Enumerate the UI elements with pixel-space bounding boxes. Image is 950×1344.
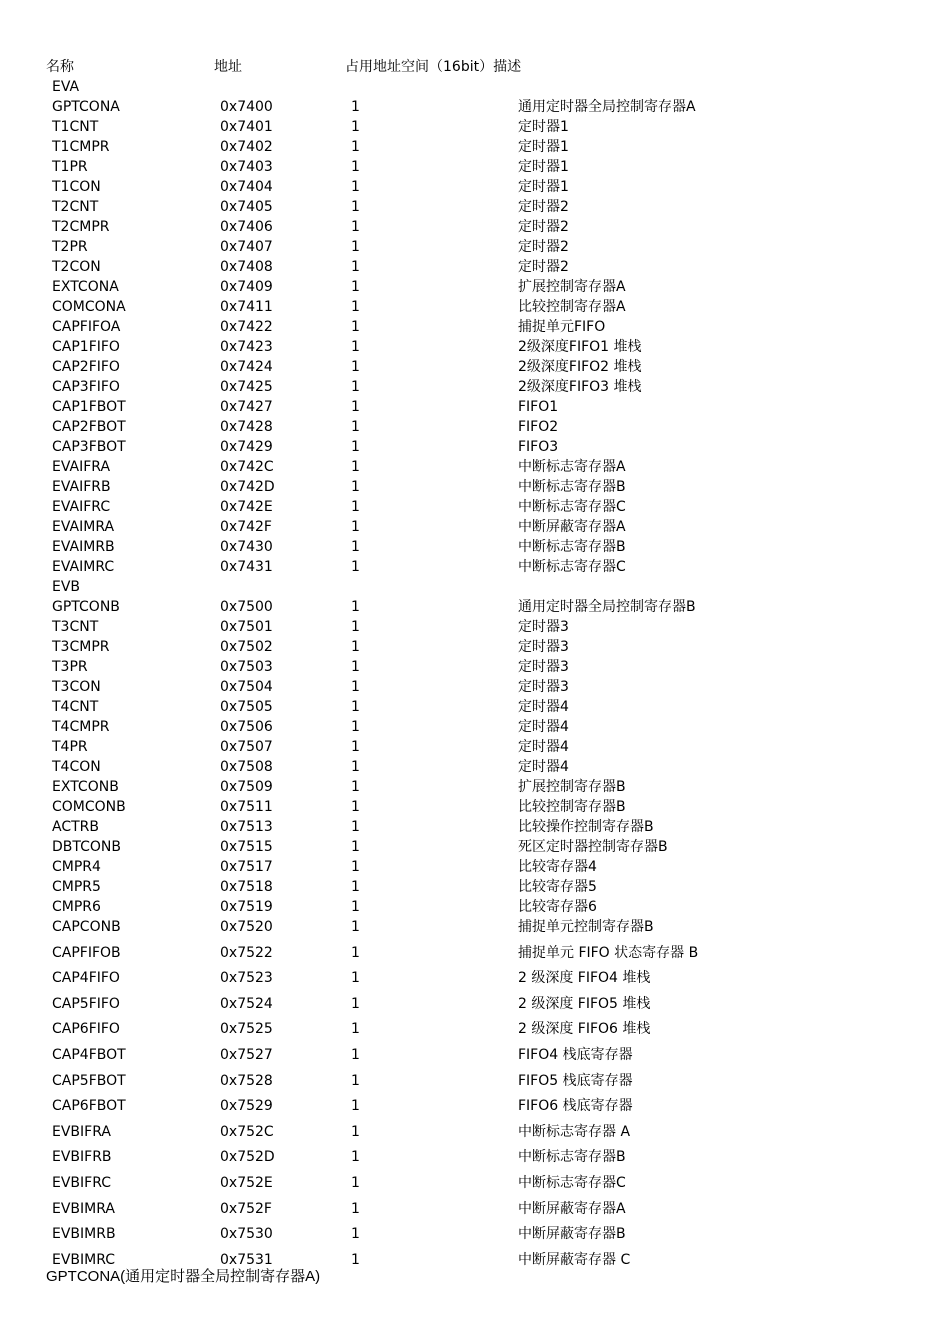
table-row [0,437,950,457]
register-address: 0x7422 [220,319,273,335]
table-row [0,877,950,897]
register-space: 1 [351,659,360,675]
register-address: 0x7406 [220,219,273,235]
register-address: 0x7518 [220,879,273,895]
register-name: COMCONA [52,299,126,315]
table-row [0,457,950,477]
register-description: 定时器1 [518,179,569,195]
table-row [0,257,950,277]
register-space: 1 [351,719,360,735]
register-address: 0x7513 [220,819,273,835]
register-description: 死区定时器控制寄存器B [518,839,668,855]
register-name: EVAIMRA [52,519,115,535]
register-space: 1 [351,199,360,215]
register-description: FIFO3 [518,439,559,455]
register-address: 0x752E [220,1175,273,1191]
register-name: CAPCONB [52,919,121,935]
register-space: 1 [351,944,360,961]
register-space: 1 [351,359,360,375]
register-address: 0x7401 [220,119,273,135]
register-name: T2CON [52,259,101,275]
table-row [0,357,950,377]
register-description: 定时器2 [518,239,569,255]
table-row [0,317,950,337]
table-row [0,297,950,317]
table-row [0,377,950,397]
register-address: 0x7509 [220,779,273,795]
table-row [0,817,950,837]
table-row [0,337,950,357]
register-name: CAP6FBOT [52,1098,126,1115]
register-name: T1CMPR [52,139,110,155]
register-address: 0x7503 [220,659,273,675]
section-label: EVB [52,579,81,595]
register-space: 1 [351,739,360,755]
register-name: CAP1FBOT [52,399,126,415]
register-name: T1CON [52,179,101,195]
register-description: 定时器3 [518,639,569,655]
register-description: 比较控制寄存器A [518,299,626,315]
register-description: 定时器4 [518,719,569,735]
table-row [0,1096,950,1116]
register-space: 1 [351,879,360,895]
register-space: 1 [351,399,360,415]
register-name: DBTCONB [52,839,121,855]
register-description: 定时器4 [518,759,569,775]
table-row [0,417,950,437]
register-description: 中断屏蔽寄存器B [518,1226,626,1243]
table-row [0,717,950,737]
table-row [0,497,950,517]
header-space-description: 占用地址空间（16bit）描述 [345,59,522,75]
table-row [0,657,950,677]
table-row [0,968,950,988]
table-row [0,597,950,617]
table-row [0,477,950,497]
register-name: CAP4FIFO [52,970,120,987]
register-name: T4CMPR [52,719,110,735]
register-description: 2级深度FIFO3 堆栈 [518,379,642,395]
register-space: 1 [351,499,360,515]
register-address: 0x7511 [220,799,273,815]
register-space: 1 [351,619,360,635]
register-space: 1 [351,419,360,435]
register-description: 定时器4 [518,739,569,755]
register-space: 1 [351,839,360,855]
table-row [0,197,950,217]
register-name: CAP2FIFO [52,359,120,375]
register-space: 1 [351,539,360,555]
header-address: 地址 [214,59,242,75]
register-description: 中断标志寄存器C [518,499,626,515]
table-row [0,537,950,557]
table-row [0,217,950,237]
register-description: FIFO6 栈底寄存器 [518,1098,633,1115]
register-description: 中断标志寄存器A [518,459,626,475]
register-description: 2 级深度 FIFO6 堆栈 [518,1021,651,1038]
register-address: 0x7517 [220,859,273,875]
register-space: 1 [351,99,360,115]
table-row [0,994,950,1014]
register-space: 1 [351,479,360,495]
register-address: 0x752C [220,1123,274,1140]
register-description: 定时器1 [518,119,569,135]
register-name: T2CMPR [52,219,110,235]
register-address: 0x7407 [220,239,273,255]
section-label: EVA [52,79,80,95]
register-name: CAP5FBOT [52,1072,126,1089]
register-description: 中断屏蔽寄存器 C [518,1251,631,1268]
register-description: 定时器4 [518,699,569,715]
register-name: CAP4FBOT [52,1047,126,1063]
register-description: 2 级深度 FIFO5 堆栈 [518,995,651,1012]
table-row [0,97,950,117]
table-row [0,1045,950,1065]
register-name: CAP6FIFO [52,1021,120,1038]
register-address: 0x7403 [220,159,273,175]
register-description: 比较控制寄存器B [518,799,626,815]
table-row [0,1019,950,1039]
register-name: CAP3FIFO [52,379,120,395]
register-address: 0x7428 [220,419,273,435]
register-description: 中断标志寄存器B [518,1149,626,1166]
register-space: 1 [351,599,360,615]
register-address: 0x7519 [220,899,273,915]
table-row [0,757,950,777]
register-name: EVAIMRC [52,559,115,575]
table-row [0,1199,950,1219]
table-row [0,837,950,857]
table-row [0,517,950,537]
footer-caption: GPTCONA(通用定时器全局控制寄存器A) [46,1268,321,1285]
register-address: 0x742F [220,519,272,535]
table-row [0,943,950,963]
register-address: 0x7508 [220,759,273,775]
register-name: EVBIFRB [52,1149,112,1166]
register-name: EVBIFRA [52,1123,111,1140]
register-space: 1 [351,519,360,535]
header-name: 名称 [46,59,74,75]
register-space: 1 [351,119,360,135]
register-space: 1 [351,299,360,315]
register-name: CAP5FIFO [52,995,120,1012]
register-address: 0x7409 [220,279,273,295]
register-description: FIFO4 栈底寄存器 [518,1047,633,1063]
register-address: 0x7408 [220,259,273,275]
register-space: 1 [351,319,360,335]
register-space: 1 [351,995,360,1012]
register-description: 捕捉单元FIFO [518,319,606,335]
register-space: 1 [351,279,360,295]
register-name: EVBIMRA [52,1200,115,1217]
register-name: T2CNT [52,199,99,215]
register-space: 1 [351,179,360,195]
register-name: CAP2FBOT [52,419,126,435]
table-row [0,677,950,697]
table-row [0,277,950,297]
table-row [0,117,950,137]
register-address: 0x7505 [220,699,273,715]
register-name: EVAIFRB [52,479,111,495]
register-name: T3CNT [52,619,99,635]
table-row [0,137,950,157]
register-space: 1 [351,819,360,835]
register-name: CMPR6 [52,899,101,915]
register-name: EVBIFRC [52,1175,112,1191]
table-row [0,397,950,417]
register-description: 比较寄存器6 [518,899,597,915]
register-name: EXTCONA [52,279,119,295]
register-name: CMPR4 [52,859,101,875]
register-description: 定时器2 [518,199,569,215]
register-description: 扩展控制寄存器B [518,779,626,795]
register-space: 1 [351,559,360,575]
register-address: 0x7431 [220,559,273,575]
register-address: 0x742C [220,459,274,475]
register-name: EVBIMRB [52,1226,116,1243]
register-description: 定时器3 [518,679,569,695]
register-address: 0x7400 [220,99,273,115]
register-space: 1 [351,639,360,655]
register-space: 1 [351,970,360,987]
register-address: 0x7529 [220,1098,273,1115]
register-address: 0x7423 [220,339,273,355]
register-description: FIFO1 [518,399,559,415]
register-address: 0x7525 [220,1021,273,1038]
register-address: 0x7507 [220,739,273,755]
table-row [0,737,950,757]
register-description: 捕捉单元控制寄存器B [518,919,654,935]
table-row [0,1147,950,1167]
register-address: 0x7524 [220,995,273,1012]
table-row [0,157,950,177]
register-name: T1CNT [52,119,99,135]
register-name: T1PR [52,159,88,175]
register-name: T4CNT [52,699,99,715]
register-description: 通用定时器全局控制寄存器A [518,99,696,115]
register-description: 定时器2 [518,259,569,275]
register-address: 0x7500 [220,599,273,615]
register-name: EVAIFRA [52,459,111,475]
register-space: 1 [351,799,360,815]
register-space: 1 [351,1021,360,1038]
register-address: 0x7404 [220,179,273,195]
register-description: 比较寄存器5 [518,879,597,895]
table-row [0,177,950,197]
register-space: 1 [351,759,360,775]
register-address: 0x7501 [220,619,273,635]
table-row [0,1122,950,1142]
register-description: 中断屏蔽寄存器A [518,519,626,535]
register-description: FIFO2 [518,419,559,435]
table-row [0,697,950,717]
register-description: 2级深度FIFO2 堆栈 [518,359,642,375]
register-description: 中断标志寄存器B [518,539,626,555]
register-name: GPTCONB [52,599,120,615]
register-address: 0x7530 [220,1226,273,1243]
register-description: 定时器1 [518,159,569,175]
register-address: 0x7427 [220,399,273,415]
register-address: 0x7402 [220,139,273,155]
register-name: COMCONB [52,799,126,815]
register-description: 比较操作控制寄存器B [518,819,654,835]
register-space: 1 [351,379,360,395]
register-address: 0x752F [220,1200,272,1217]
register-space: 1 [351,919,360,935]
register-address: 0x7425 [220,379,273,395]
register-address: 0x752D [220,1149,275,1166]
register-space: 1 [351,259,360,275]
register-space: 1 [351,159,360,175]
register-description: 扩展控制寄存器A [518,279,626,295]
table-header [0,57,950,77]
register-space: 1 [351,339,360,355]
register-space: 1 [351,1098,360,1115]
register-name: EVAIMRB [52,539,115,555]
register-space: 1 [351,1175,360,1191]
register-name: ACTRB [52,819,99,835]
register-description: 中断标志寄存器 A [518,1123,631,1140]
table-row [0,237,950,257]
register-address: 0x7523 [220,970,273,987]
table-row [0,617,950,637]
register-name: EVAIFRC [52,499,111,515]
register-name: T2PR [52,239,88,255]
register-name: CAPFIFOB [52,944,121,961]
register-description: 捕捉单元 FIFO 状态寄存器 B [518,944,699,961]
register-name: CAPFIFOA [52,319,121,335]
register-name: T4CON [52,759,101,775]
register-address: 0x7528 [220,1072,273,1089]
register-space: 1 [351,1226,360,1243]
register-address: 0x7522 [220,944,273,961]
register-address: 0x7520 [220,919,273,935]
register-address: 0x7405 [220,199,273,215]
register-description: 定时器3 [518,659,569,675]
table-row [0,857,950,877]
register-address: 0x7502 [220,639,273,655]
register-description: 中断标志寄存器C [518,1175,626,1191]
register-space: 1 [351,1149,360,1166]
register-space: 1 [351,779,360,795]
register-name: T3CMPR [52,639,110,655]
register-address: 0x7429 [220,439,273,455]
register-name: T3PR [52,659,88,675]
register-description: 定时器3 [518,619,569,635]
register-description: 定时器1 [518,139,569,155]
register-space: 1 [351,239,360,255]
table-row [0,1173,950,1193]
register-name: EXTCONB [52,779,119,795]
register-description: 中断标志寄存器B [518,479,626,495]
register-space: 1 [351,859,360,875]
register-name: CAP3FBOT [52,439,126,455]
register-space: 1 [351,899,360,915]
register-space: 1 [351,679,360,695]
register-address: 0x742D [220,479,275,495]
table-row [0,917,950,937]
table-row [0,777,950,797]
register-address: 0x7424 [220,359,273,375]
register-description: 2 级深度 FIFO4 堆栈 [518,970,651,987]
register-space: 1 [351,459,360,475]
register-name: CMPR5 [52,879,101,895]
register-space: 1 [351,439,360,455]
register-space: 1 [351,1251,360,1268]
register-space: 1 [351,1123,360,1140]
register-name: EVBIMRC [52,1251,116,1268]
register-space: 1 [351,139,360,155]
register-name: CAP1FIFO [52,339,120,355]
register-address: 0x7527 [220,1047,273,1063]
register-space: 1 [351,699,360,715]
register-name: T4PR [52,739,88,755]
register-address: 0x7504 [220,679,273,695]
register-address: 0x7515 [220,839,273,855]
table-row [0,897,950,917]
register-description: 通用定时器全局控制寄存器B [518,599,696,615]
register-description: 中断标志寄存器C [518,559,626,575]
register-description: FIFO5 栈底寄存器 [518,1072,633,1089]
register-address: 0x7531 [220,1251,273,1268]
register-description: 定时器2 [518,219,569,235]
register-description: 中断屏蔽寄存器A [518,1200,626,1217]
register-address: 0x7506 [220,719,273,735]
table-row [0,797,950,817]
register-name: GPTCONA [52,99,120,115]
register-address: 0x742E [220,499,273,515]
table-row [0,637,950,657]
register-address: 0x7430 [220,539,273,555]
table-row [0,1224,950,1244]
register-space: 1 [351,219,360,235]
register-address: 0x7411 [220,299,273,315]
register-space: 1 [351,1047,360,1063]
register-space: 1 [351,1072,360,1089]
table-row [0,557,950,577]
register-name: T3CON [52,679,101,695]
table-row [0,1071,950,1091]
register-description: 2级深度FIFO1 堆栈 [518,339,642,355]
register-space: 1 [351,1200,360,1217]
register-description: 比较寄存器4 [518,859,597,875]
